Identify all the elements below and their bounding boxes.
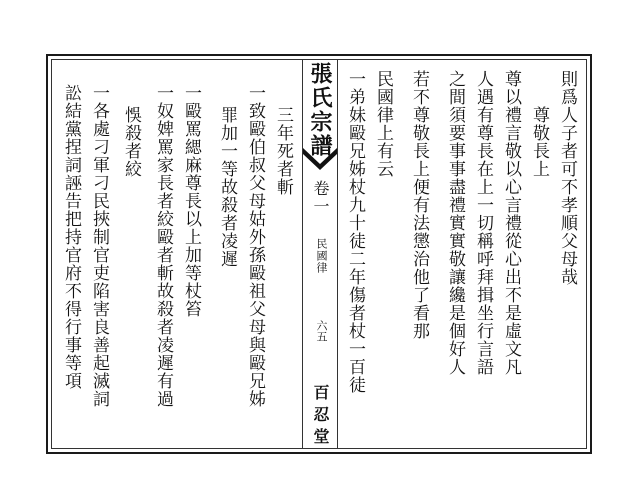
left-column-6: 悞殺者絞 (121, 106, 141, 178)
left-column-7: 一各處刁軍刁民挾制官吏陷害良善起滅詞 (89, 84, 109, 408)
left-column-8: 訟結黨捏詞誣告把持官府不得行事等項 (61, 84, 81, 390)
left-column-2: 一致毆伯叔父母姑外孫毆祖父母與毆兄姊 (245, 84, 265, 408)
section-label: 民國律 (315, 238, 328, 274)
page-number: 六五 (315, 320, 328, 342)
right-column-8: 一弟妹毆兄姊杖九十徒二年傷者杖一百徒 (345, 70, 365, 394)
center-divider-right (337, 59, 338, 449)
left-column-3: 罪加一等故殺者凌遲 (217, 106, 237, 268)
fishtail-mark-icon (303, 148, 337, 170)
left-column-5: 一奴婢罵家長者絞毆者斬故殺者凌遲有過 (153, 84, 173, 408)
book-title: 張氏宗譜 (307, 62, 333, 158)
right-column-4: 人遇有尊長在上一切稱呼拜揖坐行言語 (473, 70, 493, 376)
volume-label: 卷一 (311, 180, 330, 216)
right-column-1: 則爲人子者可不孝順父母哉 (557, 70, 577, 286)
right-column-5: 之間須要事事盡禮實實敬讓纔是個好人 (445, 70, 465, 376)
right-column-6: 若不尊敬長上便有法懲治他了看那 (409, 70, 429, 340)
right-column-3: 尊以禮言敬以心言禮從心出不是虛文凡 (501, 70, 521, 376)
right-column-7: 民國律上有云 (373, 70, 393, 178)
hall-name: 百忍堂 (311, 384, 330, 450)
left-column-4: 一毆罵緦麻尊長以上加等杖笞 (181, 84, 201, 318)
right-column-2: 尊敬長上 (529, 106, 549, 178)
left-column-1: 三年死者斬 (273, 106, 293, 196)
